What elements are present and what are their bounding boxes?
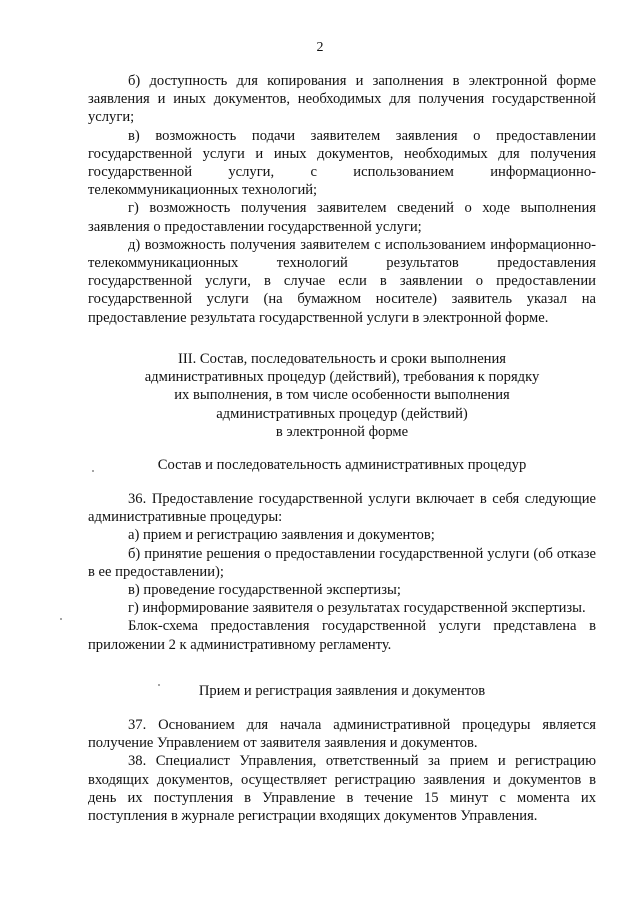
section-heading (88, 350, 596, 441)
scan-speck (92, 470, 94, 472)
paragraph-v: в) возможность подачи заявителем заявления о предоставлении государственной услуги и иных документов, необходимых для получения государственной услуги, с использованием информационно-телекоммуникационных технологий; (88, 127, 596, 199)
paragraphs-bottom (88, 716, 596, 825)
section-heading-line: административных процедур (действий), требования к порядку (144, 369, 540, 386)
list-item-b: б) принятие решения о предоставлении государственной услуги (об отказе в ее предоставлении); (88, 545, 596, 580)
paragraph-37: 37. Основанием для начала административной процедуры является получение Управлением от заявителя заявления и документов. (88, 717, 596, 752)
scan-speck (158, 684, 160, 686)
paragraphs-mid (88, 490, 596, 654)
page-number: 2 (316, 40, 324, 55)
list-item-a: а) прием и регистрацию заявления и документов; (128, 527, 435, 544)
paragraphs-top (88, 72, 596, 327)
section-heading-line: административных процедур (действий) (216, 405, 468, 422)
list-item-g: г) информирование заявителя о результатах государственной экспертизы. (128, 600, 586, 617)
subheading-registration (88, 682, 596, 700)
paragraph-flowchart: Блок-схема предоставления государственной услуги представлена в приложении 2 к административному регламенту. (88, 618, 596, 653)
scan-speck (60, 618, 62, 620)
list-item-v: в) проведение государственной экспертизы; (128, 582, 401, 599)
paragraph-b: б) доступность для копирования и заполнения в электронной форме заявления и иных документов, необходимых для получения государственной услуги; (88, 73, 596, 126)
paragraph-38: 38. Специалист Управления, ответственный за прием и регистрацию входящих документов, осуществляет регистрацию заявления и документов в день их поступления в Управление в течение 15 минут с момента их поступления в журнале регистрации входящих документов Управления. (88, 753, 596, 825)
subheading-registration-text: Прием и регистрация заявления и документов (198, 683, 486, 699)
section-heading-line: III. Состав, последовательность и сроки выполнения (177, 351, 507, 367)
section-heading-line: в электронной форме (275, 423, 409, 440)
subheading-procedures (88, 456, 596, 474)
subheading-procedures-text: Состав и последовательность административных процедур (157, 457, 527, 473)
paragraph-36: 36. Предоставление государственной услуги включает в себя следующие административные процедуры: (88, 491, 596, 526)
section-heading-line: их выполнения, в том числе особенности выполнения (174, 387, 510, 404)
paragraph-d: д) возможность получения заявителем с использованием информационно-телекоммуникационных технологий результатов предоставления государственной услуги, в случае если в заявлении о предоставлении государственной услуги (на бумажном носителе) заявитель указал на предоставление результата государственной услуги в электронной форме. (88, 236, 596, 326)
paragraph-g: г) возможность получения заявителем сведений о ходе выполнения заявления о предоставлении государственной услуги; (88, 200, 596, 235)
